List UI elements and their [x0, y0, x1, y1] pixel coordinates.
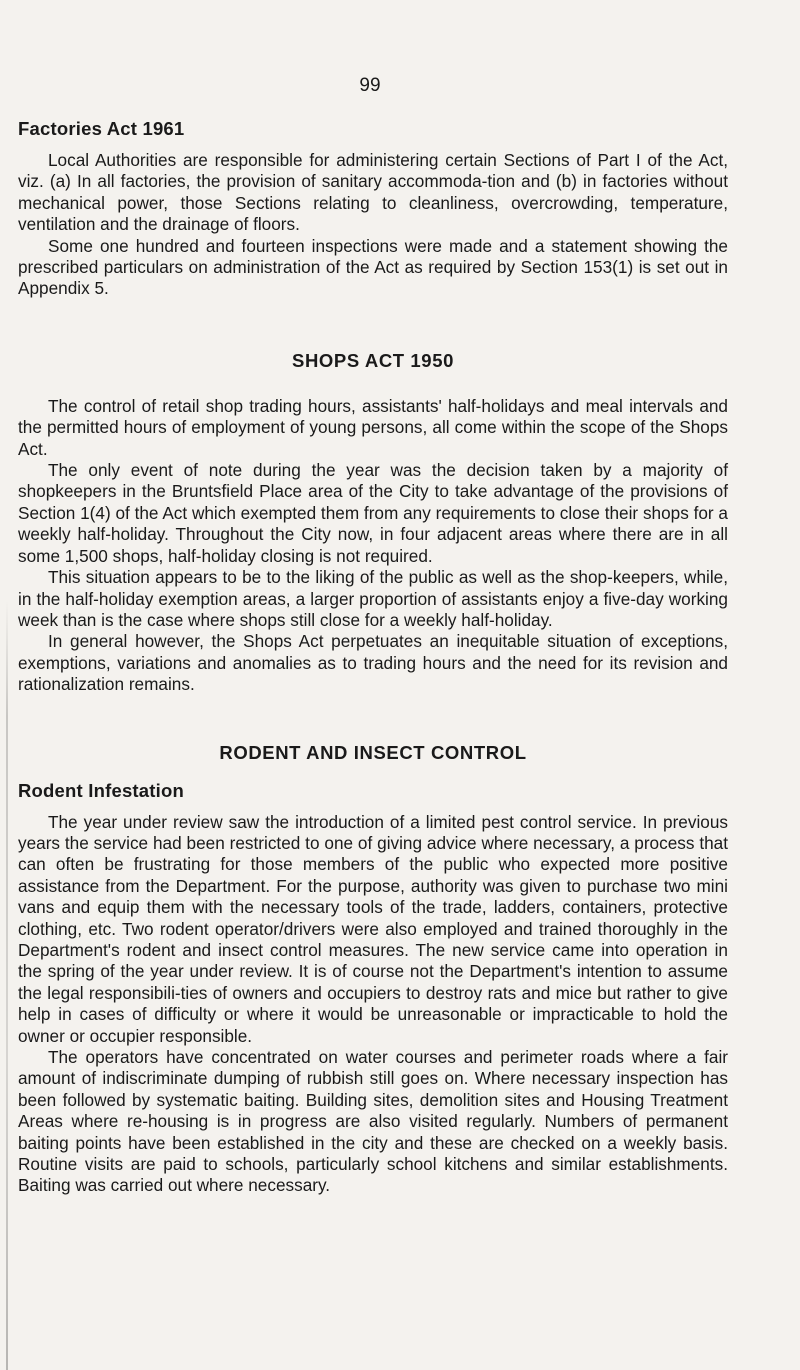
shops-paragraph-3: This situation appears to be to the liking of the public as well as the shop-keepers, while, in the half-holiday exemption areas, a larger proportion of assistants enjoy a five-day working week than is the case where shops still close for a weekly half-holiday.	[18, 567, 728, 630]
factories-heading: Factories Act 1961	[18, 118, 185, 139]
rodent-heading: RODENT AND INSECT CONTROL	[219, 741, 527, 763]
rodent-paragraph-1: The year under review saw the introduction of a limited pest control service. In previous years the service had been restricted to one of giving advice where necessary, a process that can often be frustrating for those members of the public who expected more positive assistance from the Department. For the purpose, authority was given to purchase two mini vans and equip them with the necessary tools of the trade, ladders, containers, protective clothing, etc. Two rodent operator/drivers were also employed and trained thoroughly in the Department's rodent and insect control measures. The new service came into operation in the spring of the year under review. It is of course not the Department's intention to assume the legal responsibili-ties of owners and occupiers to destroy rats and mice but rather to give help in cases of difficulty or where it would be unreasonable or impracticable to hold the owner or occupier responsible.	[18, 811, 728, 1046]
shops-section	[18, 350, 728, 696]
rodent-section	[18, 742, 728, 1197]
page-number: 99	[359, 75, 381, 96]
rodent-paragraph-2: The operators have concentrated on water courses and perimeter roads where a fair amount of indiscriminate dumping of rubbish still goes on. Where necessary inspection has been followed by systematic baiting. Building sites, demolition sites and Housing Treatment Areas where re-housing is in progress are also visited regularly. Numbers of permanent baiting points have been established in the city and these are checked on a weekly basis. Routine visits are paid to schools, particularly school kitchens and similar establishments. Baiting was carried out where necessary.	[18, 1047, 728, 1196]
factories-paragraph-1: Local Authorities are responsible for administering certain Sections of Part I of the Act, viz. (a) In all factories, the provision of sanitary accommoda-tion and (b) in factories without mechanical power, those Sections relating to cleanliness, overcrowding, temperature, ventilation and the drainage of floors.	[18, 150, 728, 235]
page-binding-shadow	[6, 600, 8, 1370]
shops-paragraph-4: In general however, the Shops Act perpetuates an inequitable situation of exceptions, exemptions, variations and anomalies as to trading hours and the need for its revision and rationalization remains.	[18, 631, 728, 695]
factories-paragraph-2: Some one hundred and fourteen inspections were made and a statement showing the prescribed particulars on administration of the Act as required by Section 153(1) is set out in Appendix 5.	[18, 235, 728, 299]
shops-paragraph-1: The control of retail shop trading hours, assistants' half-holidays and meal intervals and the permitted hours of employment of young persons, all come within the scope of the Shops Act.	[18, 395, 728, 459]
shops-heading: SHOPS ACT 1950	[292, 349, 454, 371]
shops-paragraph-2: The only event of note during the year was the decision taken by a majority of shopkeepers in the Bruntsfield Place area of the City to take advantage of the provisions of Section 1(4) of the Act which exempted them from any requirements to close their shops for a weekly half-holiday. Throughout the City now, in four adjacent areas where there are in all some 1,500 shops, half-holiday closing is not required.	[18, 460, 728, 566]
page-content	[18, 118, 728, 1197]
rodent-subheading: Rodent Infestation	[18, 779, 184, 801]
factories-section	[18, 118, 728, 300]
